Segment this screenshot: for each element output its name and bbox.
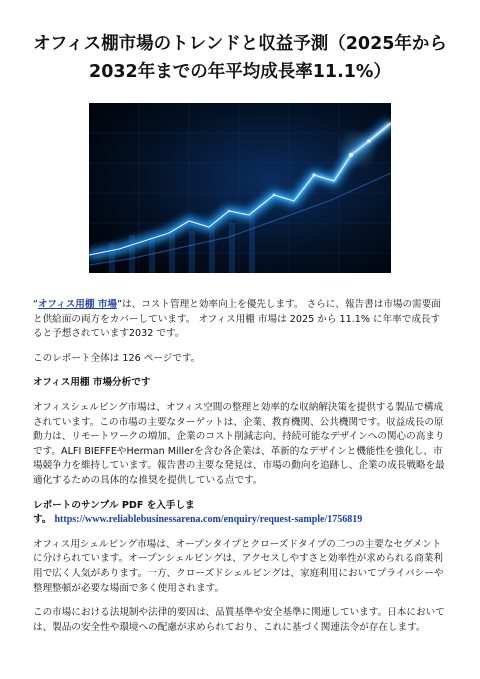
intro-text: ”は、コスト管理と効率向上を優先します。 さらに、報告書は市場の需要面と供給面の両方をカバーしています。 オフィス用棚 市場は 2025 から 11.1% に年率で成長すると予想されています2032 です。 <box>33 299 441 340</box>
page-title: オフィス棚市場のトレンドと収益予測（2025年から2032年までの年平均成長率11.1%） <box>33 34 447 82</box>
sample-request <box>33 499 447 528</box>
analysis-heading: オフィス用棚 市場分析です <box>33 377 151 389</box>
glowing-trend-line-graphic <box>89 103 391 273</box>
quote-mark: “ <box>33 299 38 310</box>
sample-url-link[interactable]: https://www.reliablebusinessarena.com/enquiry/request-sample/1756819 <box>54 514 363 526</box>
page-count-line: このレポート全体は 126 ページです。 <box>33 352 201 364</box>
segment-paragraph: オフィス用シェルビング市場は、オープンタイプとクローズドタイプの二つの主要なセグメントに分けられています。オープンシェルビングは、アクセスしやすさと効率性が求められる商業利用で広く人気があります。一方、クローズドシェルビングは、家庭利用においてプライバシーや整理整頓が必要な場面で多く使用されます。 <box>33 538 444 594</box>
analysis-paragraph: オフィスシェルビング市場は、オフィス空間の整理と効率的な収納解決策を提供する製品で構成されています。この市場の主要なターゲットは、企業、教育機関、公共機関です。収益成長の原動力は、リモートワークの増加、企業のコスト削減志向、持続可能なデザインへの関心の高まりです。ALFI BIEFFEやHerman Millerを含む各企業は、革新的なデザインと機能性を強化し、市場競争力を維持しています。報告書の主要な発見は、市場の動向を追跡し、企業の成長戦略を最適化するための具体的な推奨を提供している点です。 <box>33 401 445 486</box>
article-body <box>33 298 447 645</box>
regulation-paragraph: この市場における法規制や法律的要因は、品質基準や安全基準に関連しています。日本においては、製品の安全性や環境への配慮が求められており、これに基づく関連法令が存在します。 <box>33 607 445 633</box>
market-link[interactable]: オフィス用棚 市場 <box>37 299 118 310</box>
sample-label: レポートのサンプル PDF を入手します。 <box>33 499 195 526</box>
hero-image-growth-line <box>89 103 391 273</box>
intro-paragraph <box>33 298 447 342</box>
